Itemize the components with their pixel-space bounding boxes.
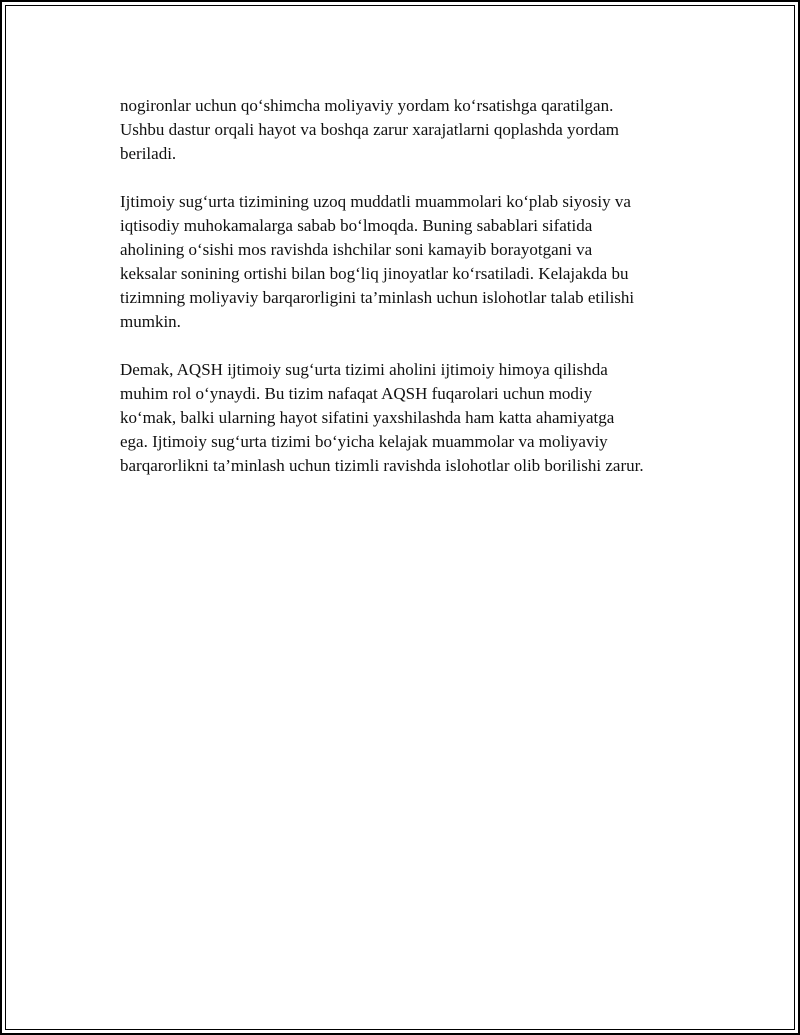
text-line: muhim rol o‘ynaydi. Bu tizim nafaqat AQSH fuqarolari uchun modiy: [120, 384, 593, 403]
text-line: Ijtimoiy sug‘urta tizimining uzoq muddatli muammolari ko‘plab siyosiy va: [120, 192, 631, 211]
text-line: keksalar sonining ortishi bilan bog‘liq jinoyatlar ko‘rsatiladi. Kelajakda bu: [120, 264, 629, 283]
text-line: ko‘mak, balki ularning hayot sifatini yaxshilashda ham katta ahamiyatga: [120, 408, 615, 427]
text-line: aholining o‘sishi mos ravishda ishchilar soni kamayib borayotgani va: [120, 240, 593, 259]
text-line: Ushbu dastur orqali hayot va boshqa zarur xarajatlarni qoplashda yordam: [120, 120, 619, 139]
document-body: [120, 94, 700, 502]
text-line: iqtisodiy muhokamalarga sabab bo‘lmoqda. Buning sabablari sifatida: [120, 216, 593, 235]
text-line: barqarorlikni ta’minlash uchun tizimli ravishda islohotlar olib borilishi zarur.: [120, 456, 644, 475]
text-line: tizimning moliyaviy barqarorligini ta’minlash uchun islohotlar talab etilishi: [120, 288, 635, 307]
text-line: nogironlar uchun qo‘shimcha moliyaviy yordam ko‘rsatishga qaratilgan.: [120, 96, 614, 115]
text-line: beriladi.: [120, 144, 177, 163]
paragraph-disability-support: [120, 94, 700, 166]
text-line: ega. Ijtimoiy sug‘urta tizimi bo‘yicha kelajak muammolar va moliyaviy: [120, 432, 608, 451]
text-line: mumkin.: [120, 312, 181, 331]
paragraph-long-term-problems: [120, 190, 700, 334]
paragraph-conclusion: [120, 358, 700, 478]
text-line: Demak, AQSH ijtimoiy sug‘urta tizimi aholini ijtimoiy himoya qilishda: [120, 360, 608, 379]
